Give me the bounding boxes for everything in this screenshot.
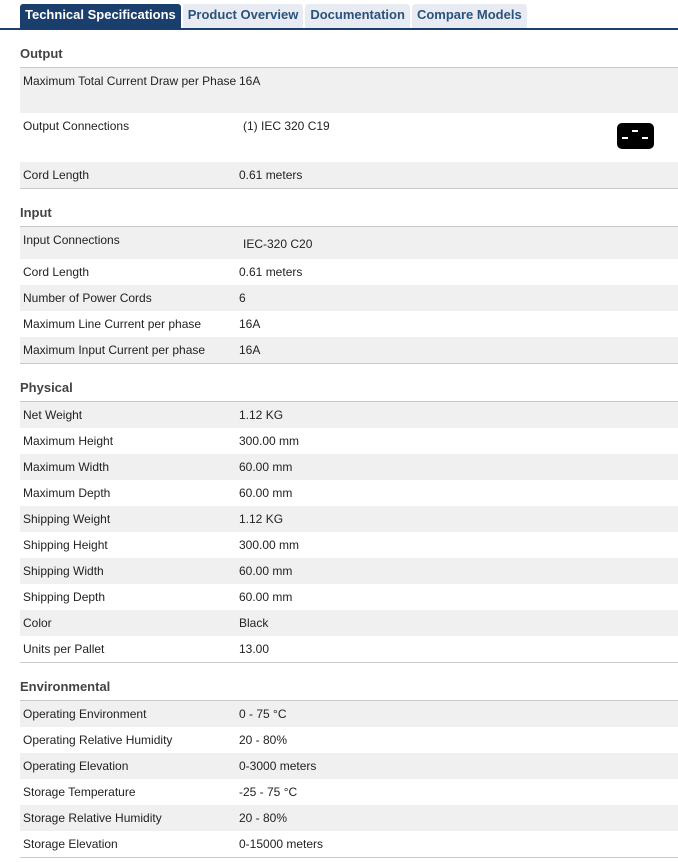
spec-label: Storage Temperature	[23, 785, 136, 799]
spec-label: Operating Elevation	[23, 759, 129, 773]
section-output	[20, 30, 678, 189]
spec-row	[20, 113, 678, 162]
spec-label: Output Connections	[23, 119, 130, 133]
spec-label: Color	[23, 616, 52, 630]
spec-value: 13.00	[239, 642, 270, 656]
spec-row	[20, 753, 678, 779]
spec-row	[20, 831, 678, 857]
section-physical	[20, 364, 678, 663]
spec-value-cell	[239, 113, 678, 135]
section-title-environmental: Environmental	[20, 679, 111, 694]
spec-row	[20, 506, 678, 532]
spec-label: Units per Pallet	[23, 642, 105, 656]
spec-row	[20, 805, 678, 831]
section-title-input: Input	[20, 205, 52, 220]
spec-label: Input Connections	[23, 233, 120, 247]
spec-value: (1) IEC 320 C19	[243, 119, 330, 133]
tab-documentation[interactable]: Documentation	[305, 4, 410, 28]
spec-row	[20, 610, 678, 636]
spec-label: Maximum Line Current per phase	[23, 317, 202, 331]
spec-value: 300.00 mm	[239, 538, 300, 552]
spec-value: 0-3000 meters	[239, 759, 317, 773]
spec-row	[20, 227, 678, 259]
section-environmental	[20, 663, 678, 858]
tab-product-overview[interactable]: Product Overview	[183, 4, 304, 28]
spec-value: 0 - 75 °C	[239, 707, 287, 721]
spec-value: 1.12 KG	[239, 512, 284, 526]
spec-label: Cord Length	[23, 265, 90, 279]
spec-row	[20, 779, 678, 805]
spec-value: 20 - 80%	[239, 811, 288, 825]
spec-value: 60.00 mm	[239, 590, 293, 604]
spec-value: -25 - 75 °C	[239, 785, 298, 799]
spec-label: Maximum Total Current Draw per Phase	[23, 74, 237, 88]
iec-c19-outlet-icon	[617, 123, 654, 149]
spec-row	[20, 68, 678, 113]
spec-value: 60.00 mm	[239, 486, 293, 500]
tab-technical-specifications[interactable]: Technical Specifications	[20, 4, 181, 28]
spec-label: Operating Environment	[23, 707, 147, 721]
spec-row	[20, 285, 678, 311]
spec-label: Operating Relative Humidity	[23, 733, 173, 747]
spec-value: 16A	[239, 317, 261, 331]
spec-value: 0.61 meters	[239, 168, 303, 182]
spec-row	[20, 402, 678, 428]
spec-row	[20, 584, 678, 610]
spec-label: Maximum Input Current per phase	[23, 343, 206, 357]
spec-row	[20, 337, 678, 363]
spec-label: Storage Relative Humidity	[23, 811, 162, 825]
spec-value: IEC-320 C20	[243, 237, 313, 251]
spec-value: Black	[239, 616, 269, 630]
spec-value: 1.12 KG	[239, 408, 284, 422]
spec-label: Number of Power Cords	[23, 291, 152, 305]
tab-compare-models[interactable]: Compare Models	[412, 4, 527, 28]
spec-row	[20, 311, 678, 337]
spec-table-input	[20, 226, 678, 364]
spec-value: 0.61 meters	[239, 265, 303, 279]
spec-value: 20 - 80%	[239, 733, 288, 747]
spec-row	[20, 532, 678, 558]
spec-row	[20, 558, 678, 584]
spec-row	[20, 701, 678, 727]
spec-label: Maximum Height	[23, 434, 114, 448]
tab-bar	[0, 0, 678, 30]
spec-row	[20, 162, 678, 188]
spec-row	[20, 454, 678, 480]
spec-value: 16A	[239, 343, 261, 357]
spec-value: 300.00 mm	[239, 434, 300, 448]
spec-value: 60.00 mm	[239, 564, 293, 578]
spec-label: Maximum Depth	[23, 486, 111, 500]
spec-label: Net Weight	[23, 408, 83, 422]
spec-value: 6	[239, 291, 246, 305]
spec-label: Shipping Height	[23, 538, 108, 552]
spec-row	[20, 636, 678, 662]
spec-label: Cord Length	[23, 168, 90, 182]
spec-label: Shipping Weight	[23, 512, 111, 526]
spec-row	[20, 727, 678, 753]
section-input	[20, 189, 678, 364]
spec-value: 0-15000 meters	[239, 837, 324, 851]
spec-table-environmental	[20, 700, 678, 858]
spec-row	[20, 259, 678, 285]
section-title-output: Output	[20, 46, 63, 61]
spec-label: Maximum Width	[23, 460, 110, 474]
spec-label: Shipping Width	[23, 564, 104, 578]
spec-label: Storage Elevation	[23, 837, 118, 851]
spec-value: 16A	[239, 74, 261, 88]
section-title-physical: Physical	[20, 380, 73, 395]
spec-value-cell	[239, 227, 678, 253]
spec-label: Shipping Depth	[23, 590, 106, 604]
spec-table-physical	[20, 401, 678, 663]
spec-table-output	[20, 67, 678, 189]
spec-row	[20, 428, 678, 454]
spec-value: 60.00 mm	[239, 460, 293, 474]
spec-row	[20, 480, 678, 506]
